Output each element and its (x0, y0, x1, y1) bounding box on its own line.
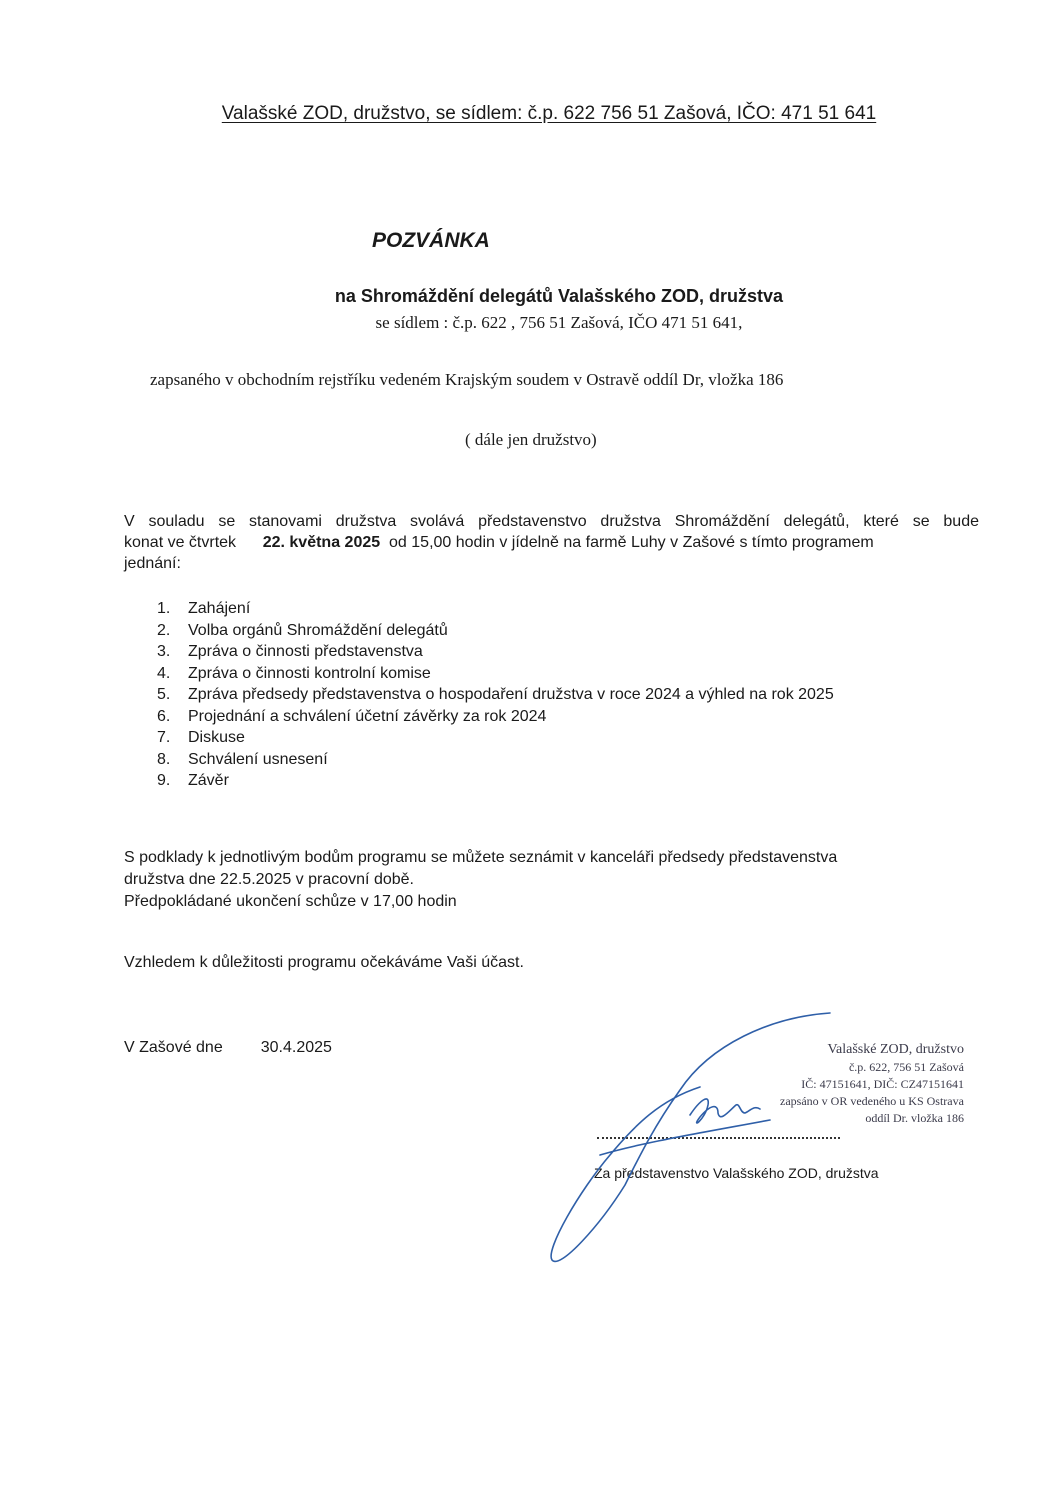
stamp-line-5: oddíl Dr. vložka 186 (865, 1111, 964, 1125)
agenda-text: Volba orgánů Shromáždění delegátů (188, 621, 448, 639)
stamp-line-1: Valašské ZOD, družstvo (827, 1042, 964, 1057)
intro-weekday: konat ve čtvrtek (124, 534, 237, 551)
documents-line-3: Předpokládané ukončení schůze v 17,00 hodin (124, 893, 457, 910)
board-signature-caption: Za představenstvo Valašského ZOD, družstva (594, 1165, 879, 1181)
meeting-subtitle: na Shromáždění delegátů Valašského ZOD, družstva (334, 286, 784, 306)
documents-paragraph (124, 847, 837, 913)
agenda-text: Schválení usnesení (188, 750, 328, 768)
intro-line-1: V souladu se stanovami družstva svolává představenstvo družstva Shromáždění delegátů, které se bude (124, 513, 979, 530)
handwritten-signature (540, 1005, 840, 1275)
agenda-number: 9. (157, 772, 171, 789)
company-header: Valašské ZOD, družstvo, se sídlem: č.p. 622 756 51 Zašová, IČO: 471 51 641 (221, 103, 877, 124)
intro-time-place: od 15,00 hodin v jídelně na farmě Luhy v Zašové s tímto programem (389, 534, 874, 551)
agenda-list (157, 598, 834, 792)
agenda-text: Zpráva o činnosti kontrolní komise (188, 664, 431, 682)
intro-line-2 (124, 532, 984, 553)
agenda-number: 2. (157, 621, 171, 639)
place-date-line (124, 1039, 332, 1057)
stamp-line-3: IČ: 47151641, DIČ: CZ47151641 (801, 1077, 964, 1091)
agenda-item (157, 684, 834, 706)
agenda-text: Zahájení (188, 600, 251, 617)
place-label: V Zašové dne (124, 1039, 223, 1056)
agenda-number: 5. (157, 686, 171, 703)
short-name-line: ( dále jen družstvo) (465, 430, 597, 449)
agenda-item (157, 598, 834, 620)
agenda-text: Diskuse (188, 729, 245, 746)
agenda-number: 6. (157, 707, 171, 725)
importance-line: Vzhledem k důležitosti programu očekáváme Vaši účast. (124, 954, 524, 971)
agenda-item (157, 663, 834, 685)
document-title: POZVÁNKA (372, 229, 490, 252)
agenda-text: Zpráva o činnosti představenstva (188, 643, 423, 660)
agenda-number: 4. (157, 664, 171, 682)
agenda-number: 8. (157, 750, 171, 768)
documents-line-1: S podklady k jednotlivým bodům programu se můžete seznámit v kanceláři předsedy představenstva (124, 849, 838, 866)
register-line: zapsaného v obchodním rejstříku vedeném Krajským soudem v Ostravě oddíl Dr, vložka 186 (150, 370, 784, 389)
seat-line: se sídlem : č.p. 622 , 756 51 Zašová, IČO 471 51 641, (375, 313, 743, 332)
agenda-number: 3. (157, 643, 171, 660)
stamp-line-4: zapsáno v OR vedeného u KS Ostrava (780, 1094, 964, 1108)
meeting-date: 22. května 2025 (262, 534, 381, 551)
intro-paragraph (124, 511, 984, 574)
agenda-item (157, 641, 834, 663)
agenda-text: Závěr (188, 772, 229, 789)
agenda-item (157, 706, 834, 728)
agenda-item (157, 749, 834, 771)
agenda-number: 1. (157, 600, 171, 617)
agenda-number: 7. (157, 729, 171, 746)
agenda-item (157, 770, 834, 792)
issue-date: 30.4.2025 (260, 1039, 332, 1056)
agenda-item (157, 620, 834, 642)
agenda-item (157, 727, 834, 749)
documents-line-2: družstva dne 22.5.2025 v pracovní době. (124, 871, 414, 888)
agenda-text: Projednání a schválení účetní závěrky za rok 2024 (188, 707, 547, 725)
agenda-text: Zpráva předsedy představenstva o hospodaření družstva v roce 2024 a výhled na rok 2025 (188, 686, 834, 703)
stamp-line-2: č.p. 622, 756 51 Zašová (848, 1060, 964, 1074)
intro-line-3: jednání: (124, 555, 181, 572)
